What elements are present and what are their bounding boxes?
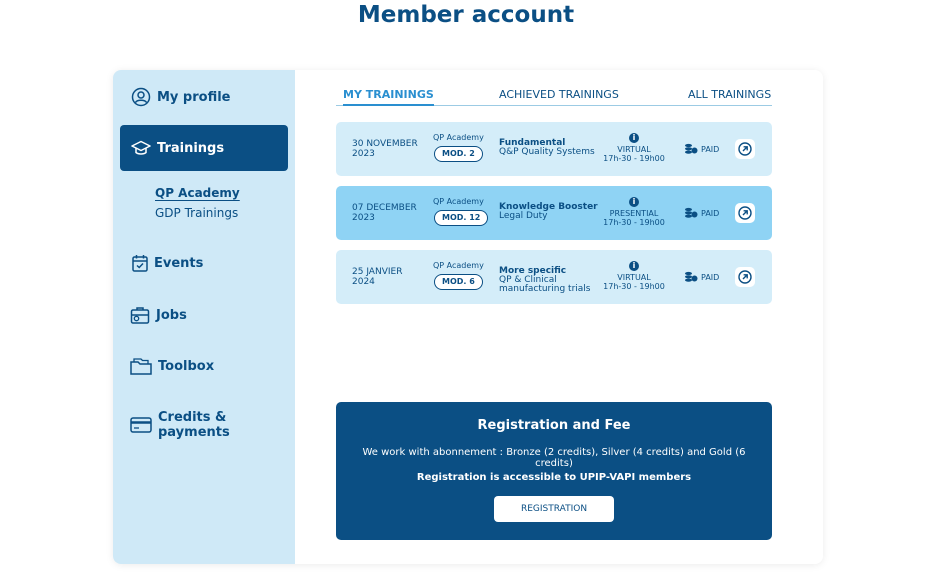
training-row <box>336 250 772 304</box>
sidebar-item-profile[interactable] <box>131 87 231 107</box>
registration-description: We work with abonnement : Bronze (2 credits), Silver (4 credits) and Gold (6 credits) <box>362 447 746 469</box>
sidebar-item-jobs[interactable] <box>130 305 187 325</box>
open-training-button[interactable] <box>735 139 755 159</box>
main-content <box>336 70 772 564</box>
training-session-info <box>602 133 666 163</box>
payment-status-label: PAID <box>701 272 720 282</box>
payment-status-label: PAID <box>701 208 720 218</box>
sidebar-item-label: Trainings <box>157 140 225 156</box>
training-mode: VIRTUAL <box>617 145 651 154</box>
training-subtitle: QP & Clinical manufacturing trials <box>499 275 591 294</box>
sidebar-subitem-qp-academy[interactable]: QP Academy <box>155 186 240 200</box>
tab-all-trainings[interactable]: ALL TRAININGS <box>688 88 772 101</box>
sidebar <box>113 70 295 564</box>
training-time: 17h-30 - 19h00 <box>603 282 665 291</box>
training-date: 25 JANVIER 2024 <box>352 267 403 287</box>
training-session-info <box>602 261 666 291</box>
graduation-cap-icon <box>131 139 151 157</box>
training-academy: QP Academy <box>433 261 484 270</box>
payment-status <box>684 207 719 219</box>
sidebar-item-trainings[interactable] <box>120 125 288 171</box>
arrow-up-right-icon <box>738 206 752 220</box>
briefcase-icon <box>130 305 150 325</box>
folders-icon <box>130 356 152 376</box>
training-date: 30 NOVEMBER 2023 <box>352 139 418 159</box>
info-icon: i <box>629 261 639 271</box>
training-time: 17h-30 - 19h00 <box>603 154 665 163</box>
module-badge: MOD. 6 <box>434 274 483 290</box>
module-badge: MOD. 2 <box>434 146 483 162</box>
sidebar-item-label: Credits & payments <box>158 410 230 440</box>
tab-achieved-trainings[interactable]: ACHIEVED TRAININGS <box>499 88 619 101</box>
sidebar-item-toolbox[interactable] <box>130 356 214 376</box>
training-row <box>336 186 772 240</box>
page-title: Member account <box>357 2 575 28</box>
coins-icon <box>684 207 698 219</box>
sidebar-subitem-gdp-trainings[interactable]: GDP Trainings <box>155 206 239 220</box>
training-mode: PRESENTIAL <box>609 209 659 218</box>
training-academy: QP Academy <box>433 133 484 142</box>
registration-button[interactable]: REGISTRATION <box>494 496 614 522</box>
arrow-up-right-icon <box>738 270 752 284</box>
training-row <box>336 122 772 176</box>
coins-icon <box>684 271 698 283</box>
coins-icon <box>684 143 698 155</box>
sidebar-item-credits-payments[interactable] <box>130 410 295 440</box>
calendar-icon <box>132 254 148 272</box>
sidebar-item-label: Events <box>154 255 204 271</box>
account-card <box>113 70 823 564</box>
training-time: 17h-30 - 19h00 <box>603 218 665 227</box>
registration-title: Registration and Fee <box>477 418 631 433</box>
training-title: Fundamental <box>499 138 566 148</box>
arrow-up-right-icon <box>738 142 752 156</box>
info-icon: i <box>629 133 639 143</box>
training-date: 07 DECEMBER 2023 <box>352 203 417 223</box>
training-title: More specific <box>499 266 567 276</box>
payment-status <box>684 271 719 283</box>
registration-note: Registration is accessible to UPIP-VAPI members <box>416 472 692 483</box>
training-course <box>499 267 599 294</box>
module-badge: MOD. 12 <box>434 210 488 226</box>
credit-card-icon <box>130 417 152 433</box>
sidebar-item-label: My profile <box>157 89 231 105</box>
user-icon <box>131 87 151 107</box>
open-training-button[interactable] <box>735 267 755 287</box>
training-course <box>499 203 599 221</box>
training-session-info <box>602 197 666 227</box>
payment-status <box>684 143 719 155</box>
training-subtitle: Legal Duty <box>499 211 548 221</box>
registration-panel <box>336 402 772 540</box>
training-mode: VIRTUAL <box>617 273 651 282</box>
tab-my-trainings[interactable]: MY TRAININGS <box>343 88 434 106</box>
open-training-button[interactable] <box>735 203 755 223</box>
sidebar-item-label: Jobs <box>156 307 187 323</box>
payment-status-label: PAID <box>701 144 720 154</box>
info-icon: i <box>629 197 639 207</box>
training-academy: QP Academy <box>433 197 484 206</box>
training-course <box>499 139 599 157</box>
training-subtitle: Q&P Quality Systems <box>499 147 595 157</box>
training-title: Knowledge Booster <box>499 202 598 212</box>
sidebar-item-events[interactable] <box>132 254 203 272</box>
sidebar-item-label: Toolbox <box>158 358 215 374</box>
training-tabs <box>336 88 772 106</box>
